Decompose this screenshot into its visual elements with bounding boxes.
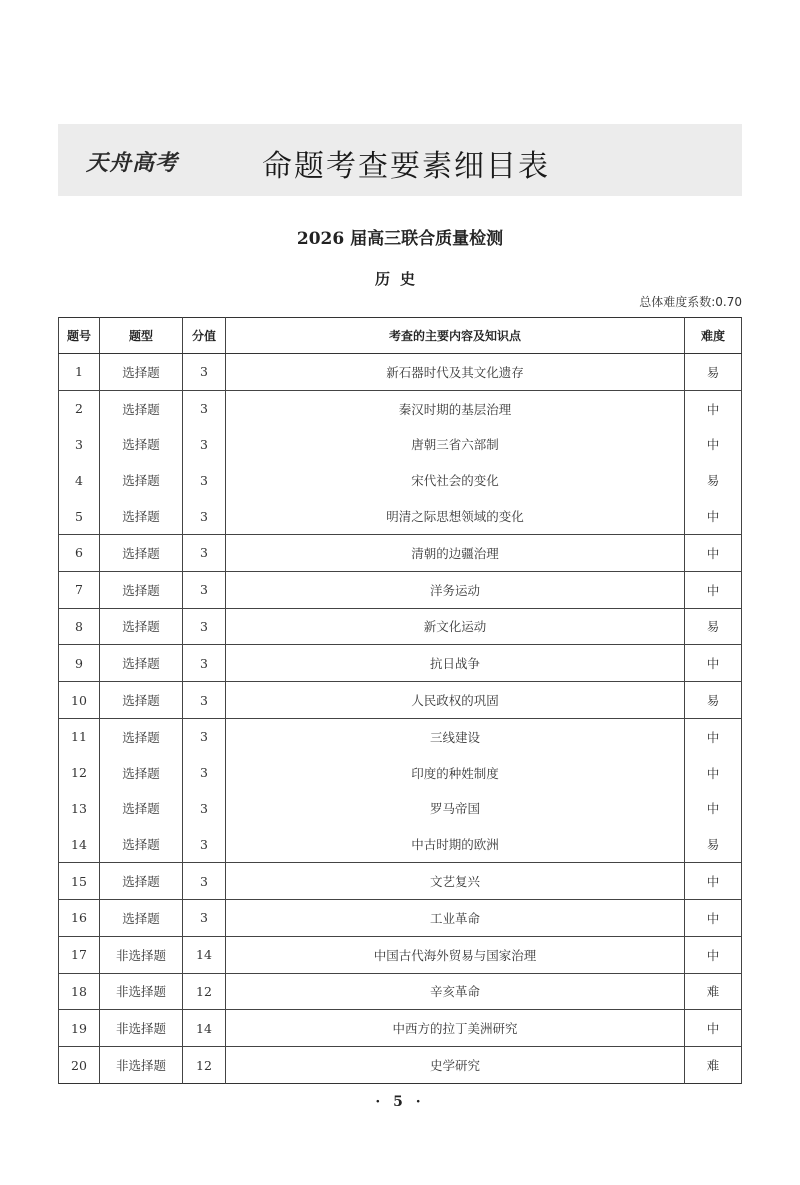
cell-difficulty: 中 [685, 427, 742, 463]
page-number: · 5 · [375, 1094, 425, 1110]
subject-title: 历史 [374, 270, 425, 288]
table-row [59, 682, 742, 719]
cell-number: 18 [59, 973, 100, 1010]
cell-difficulty: 难 [685, 1047, 742, 1084]
table-row [59, 899, 742, 936]
table-row [59, 534, 742, 571]
cell-type: 选择题 [100, 863, 183, 900]
cell-difficulty: 易 [685, 462, 742, 498]
cell-number: 2 [59, 390, 100, 426]
cell-difficulty: 中 [685, 791, 742, 827]
cell-difficulty: 中 [685, 718, 742, 754]
header-difficulty: 难度 [685, 318, 742, 354]
cell-score: 3 [183, 608, 226, 645]
header-type: 题型 [100, 318, 183, 354]
cell-score: 3 [183, 718, 226, 754]
cell-score: 3 [183, 498, 226, 534]
cell-number: 15 [59, 863, 100, 900]
cell-score: 12 [183, 1047, 226, 1084]
table-row [59, 608, 742, 645]
cell-number: 5 [59, 498, 100, 534]
cell-difficulty: 易 [685, 608, 742, 645]
cell-number: 13 [59, 791, 100, 827]
cell-type: 选择题 [100, 427, 183, 463]
cell-content: 中古时期的欧洲 [226, 826, 685, 862]
cell-score: 14 [183, 1010, 226, 1047]
cell-content: 清朝的边疆治理 [226, 534, 685, 571]
cell-type: 选择题 [100, 718, 183, 754]
cell-content: 辛亥革命 [226, 973, 685, 1010]
spec-table [58, 317, 742, 1084]
cell-score: 3 [183, 645, 226, 682]
cell-difficulty: 中 [685, 899, 742, 936]
cell-content: 唐朝三省六部制 [226, 427, 685, 463]
cell-content: 抗日战争 [226, 645, 685, 682]
table-row [59, 1047, 742, 1084]
cell-difficulty: 中 [685, 571, 742, 608]
cell-type: 选择题 [100, 354, 183, 391]
cell-type: 选择题 [100, 899, 183, 936]
table-row [59, 462, 742, 498]
cell-content: 罗马帝国 [226, 791, 685, 827]
cell-number: 12 [59, 755, 100, 791]
cell-content: 宋代社会的变化 [226, 462, 685, 498]
cell-score: 3 [183, 863, 226, 900]
cell-type: 选择题 [100, 645, 183, 682]
cell-content: 明清之际思想领域的变化 [226, 498, 685, 534]
header-content: 考查的主要内容及知识点 [226, 318, 685, 354]
header-banner [58, 124, 742, 196]
cell-number: 1 [59, 354, 100, 391]
table-row [59, 354, 742, 391]
cell-number: 6 [59, 534, 100, 571]
cell-type: 选择题 [100, 390, 183, 426]
table-row [59, 645, 742, 682]
table-header-row [59, 318, 742, 354]
cell-score: 3 [183, 899, 226, 936]
banner-title: 命题考查要素细目表 [262, 149, 550, 184]
cell-content: 工业革命 [226, 899, 685, 936]
table-row [59, 791, 742, 827]
cell-type: 非选择题 [100, 1010, 183, 1047]
cell-score: 3 [183, 427, 226, 463]
table-row [59, 755, 742, 791]
exam-title: 2026 届高三联合质量检测 [296, 229, 504, 249]
cell-difficulty: 中 [685, 863, 742, 900]
cell-number: 14 [59, 826, 100, 862]
cell-type: 选择题 [100, 682, 183, 719]
cell-content: 新石器时代及其文化遗存 [226, 354, 685, 391]
header-score: 分值 [183, 318, 226, 354]
cell-difficulty: 中 [685, 1010, 742, 1047]
cell-score: 3 [183, 390, 226, 426]
cell-score: 3 [183, 826, 226, 862]
cell-type: 选择题 [100, 462, 183, 498]
cell-type: 选择题 [100, 755, 183, 791]
cell-number: 20 [59, 1047, 100, 1084]
cell-score: 3 [183, 462, 226, 498]
cell-content: 人民政权的巩固 [226, 682, 685, 719]
cell-type: 非选择题 [100, 1047, 183, 1084]
cell-difficulty: 中 [685, 498, 742, 534]
table-row [59, 863, 742, 900]
cell-number: 7 [59, 571, 100, 608]
table-row [59, 718, 742, 754]
cell-content: 史学研究 [226, 1047, 685, 1084]
cell-score: 3 [183, 571, 226, 608]
cell-score: 3 [183, 755, 226, 791]
cell-content: 中国古代海外贸易与国家治理 [226, 936, 685, 973]
cell-score: 3 [183, 791, 226, 827]
table-row [59, 571, 742, 608]
cell-score: 3 [183, 354, 226, 391]
cell-difficulty: 易 [685, 354, 742, 391]
cell-content: 中西方的拉丁美洲研究 [226, 1010, 685, 1047]
cell-difficulty: 中 [685, 755, 742, 791]
cell-number: 8 [59, 608, 100, 645]
brand-logo: 天舟高考 [86, 151, 179, 176]
table-body [59, 354, 742, 1084]
cell-number: 9 [59, 645, 100, 682]
cell-content: 秦汉时期的基层治理 [226, 390, 685, 426]
table-row [59, 973, 742, 1010]
cell-type: 选择题 [100, 534, 183, 571]
cell-type: 非选择题 [100, 973, 183, 1010]
cell-type: 非选择题 [100, 936, 183, 973]
cell-content: 三线建设 [226, 718, 685, 754]
table-row [59, 498, 742, 534]
cell-content: 洋务运动 [226, 571, 685, 608]
cell-content: 印度的种姓制度 [226, 755, 685, 791]
cell-type: 选择题 [100, 791, 183, 827]
cell-score: 12 [183, 973, 226, 1010]
cell-number: 3 [59, 427, 100, 463]
cell-difficulty: 易 [685, 826, 742, 862]
cell-difficulty: 中 [685, 390, 742, 426]
cell-number: 11 [59, 718, 100, 754]
overall-difficulty: 总体难度系数:0.70 [639, 295, 742, 309]
cell-content: 新文化运动 [226, 608, 685, 645]
cell-type: 选择题 [100, 498, 183, 534]
cell-score: 3 [183, 682, 226, 719]
cell-difficulty: 中 [685, 645, 742, 682]
cell-score: 14 [183, 936, 226, 973]
cell-type: 选择题 [100, 826, 183, 862]
cell-difficulty: 难 [685, 973, 742, 1010]
cell-number: 17 [59, 936, 100, 973]
table-row [59, 427, 742, 463]
cell-number: 16 [59, 899, 100, 936]
cell-type: 选择题 [100, 571, 183, 608]
table-row [59, 936, 742, 973]
table-row [59, 826, 742, 862]
cell-difficulty: 中 [685, 534, 742, 571]
cell-number: 19 [59, 1010, 100, 1047]
table-row [59, 390, 742, 426]
cell-number: 10 [59, 682, 100, 719]
cell-content: 文艺复兴 [226, 863, 685, 900]
table-row [59, 1010, 742, 1047]
cell-score: 3 [183, 534, 226, 571]
cell-difficulty: 中 [685, 936, 742, 973]
cell-number: 4 [59, 462, 100, 498]
cell-difficulty: 易 [685, 682, 742, 719]
header-number: 题号 [59, 318, 100, 354]
cell-type: 选择题 [100, 608, 183, 645]
